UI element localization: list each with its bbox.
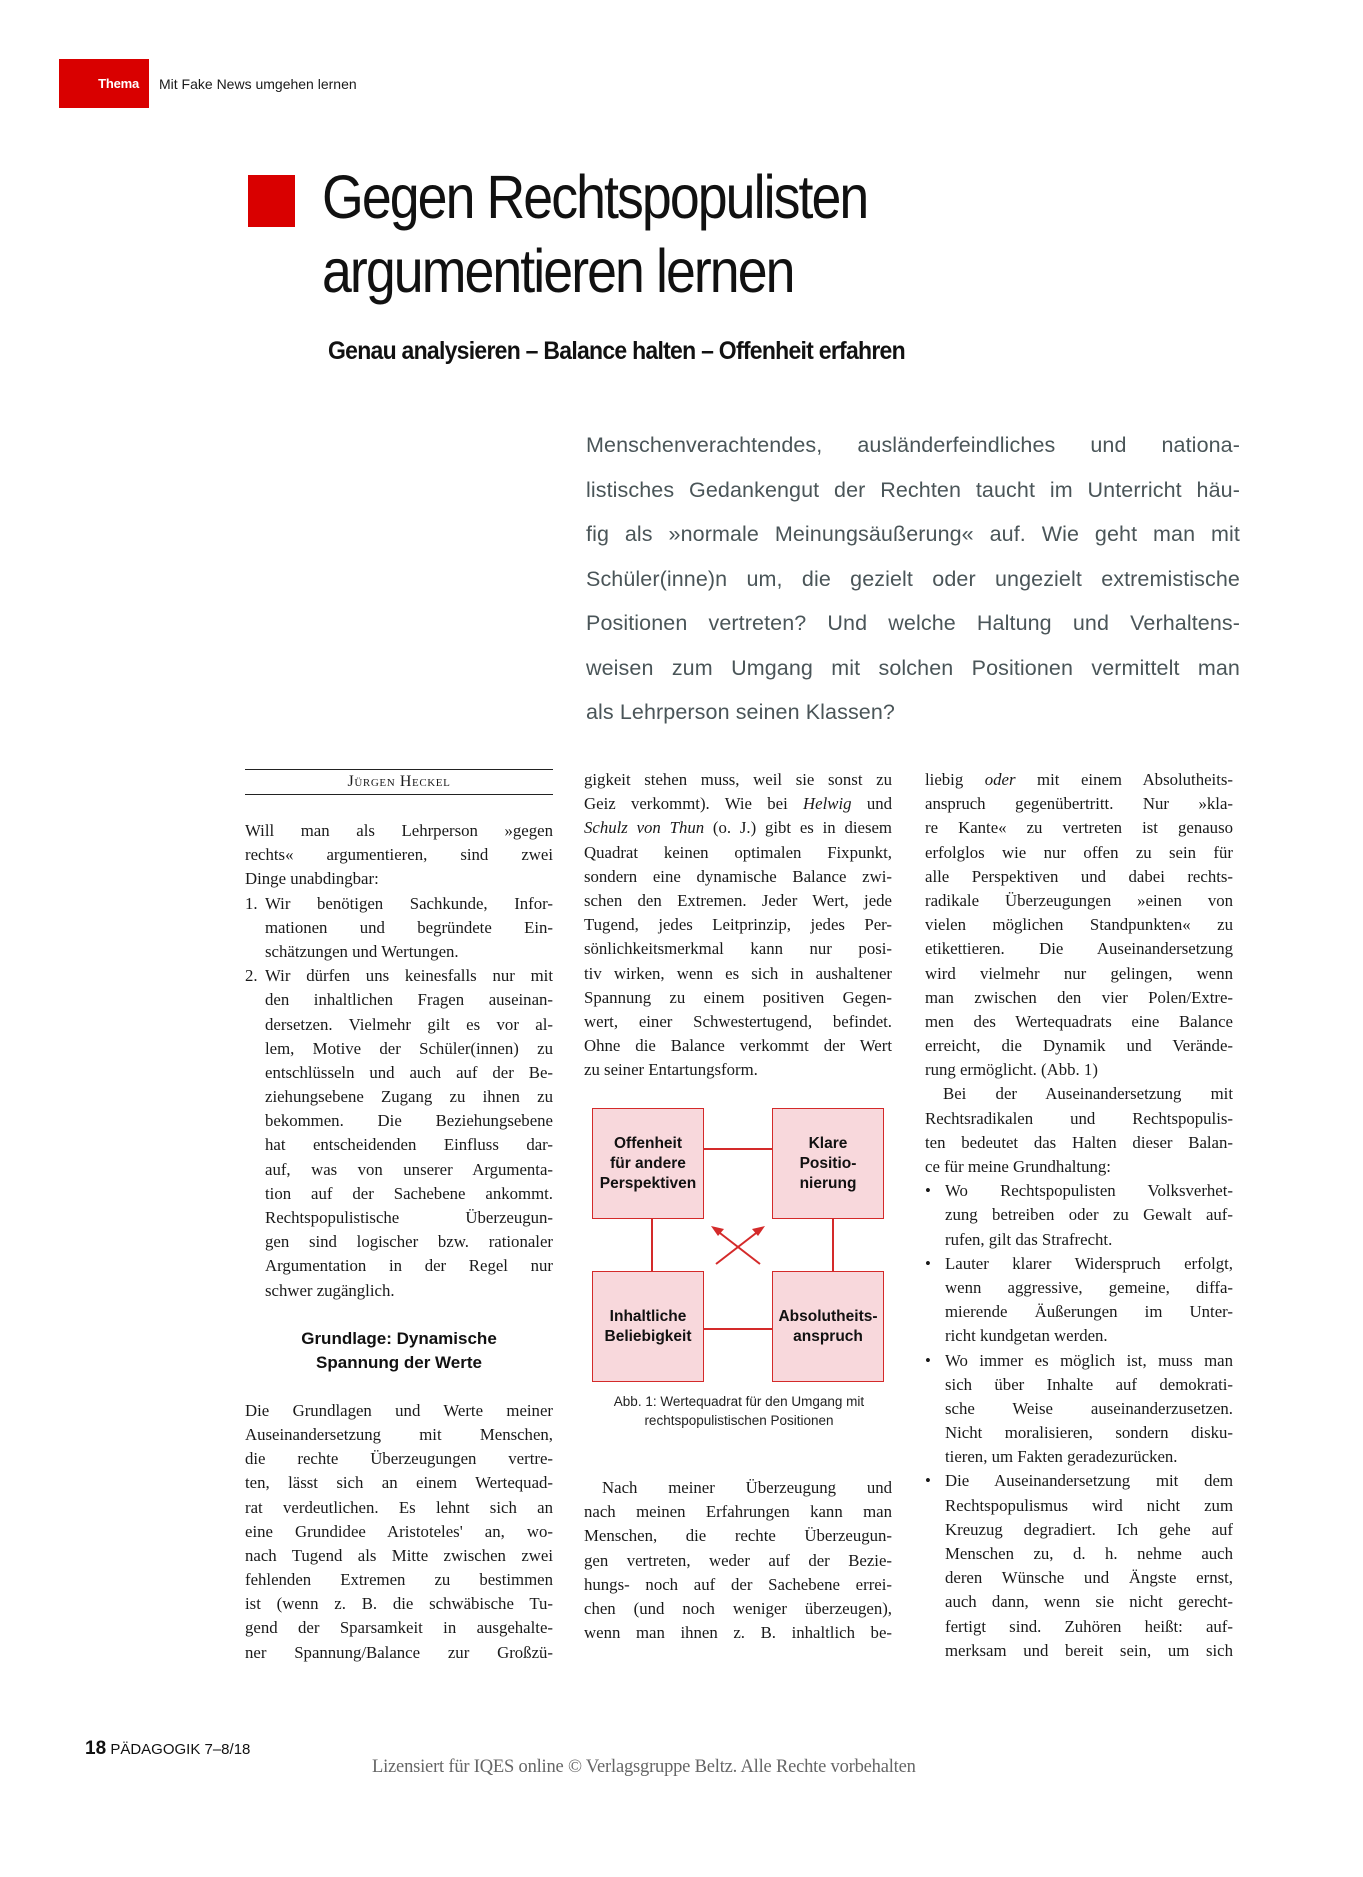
text-line: gen vertreten, weder auf der Bezie- <box>584 1550 892 1570</box>
text-line: ten, lässt sich an einem Wertequad- <box>245 1473 553 1493</box>
text-line: ner Spannung/Balance zur Großzü- <box>245 1642 553 1662</box>
bullet-icon: • <box>925 1181 931 1201</box>
text-line: wert, einer Schwestertugend, befindet. <box>584 1011 892 1031</box>
intro-line: Schüler(inne)n um, die gezielt oder ungezielt extremistische <box>586 566 1240 591</box>
section-heading <box>245 1327 553 1375</box>
title-square-icon <box>248 175 295 227</box>
bullet-item-1 <box>925 1179 1233 1252</box>
page-folio <box>85 1738 250 1760</box>
text-line: Wir dürfen uns keinesfalls nur mit <box>265 966 553 986</box>
text-line: Argumentation in der Regel nur <box>265 1256 553 1276</box>
text-line: Rechtsradikalen und Rechtspopulis- <box>925 1108 1233 1128</box>
text-line: tion auf der Sachebene ankommt. <box>265 1183 553 1203</box>
journal-issue: PÄDAGOGIK 7–8/18 <box>110 1741 251 1758</box>
text-line: nach Tugend als Mitte zwischen zwei <box>245 1545 553 1565</box>
text-line: Rechtspopulismus wird nicht zum <box>945 1495 1233 1515</box>
text-line: nach meinen Erfahrungen kann man <box>584 1502 892 1522</box>
text-line: Spannung zu einem positiven Gegen- <box>584 987 892 1007</box>
intro-line: Positionen vertreten? Und welche Haltung und Verhaltens- <box>586 611 1240 635</box>
citation-author: Schulz von Thun <box>584 818 705 838</box>
text-line: erreicht, die Dynamik und Verände- <box>925 1036 1233 1056</box>
box-text: Absolutheits- <box>778 1307 878 1325</box>
bullet-icon: • <box>925 1253 931 1273</box>
text-line: Menschen, die rechte Überzeugun- <box>584 1526 892 1546</box>
text-line: man zwischen den vier Polen/Extre- <box>925 987 1233 1007</box>
text-run: (o. J.) gibt es in diesem <box>704 818 892 838</box>
text-line: wenn man ihnen z. B. inhaltlich be- <box>584 1623 892 1643</box>
text-line: deren Wünsche und Ängste ernst, <box>945 1568 1233 1588</box>
text-line <box>925 768 1233 792</box>
text-line: fehlenden Extremen zu bestimmen <box>245 1570 553 1590</box>
values-square-diagram <box>584 1100 894 1430</box>
text-line: merksam und bereit sein, um sich <box>945 1640 1233 1660</box>
text-line: Tugend, jedes Leitprinzip, jedes Per- <box>584 915 892 935</box>
text-run: und <box>851 794 892 814</box>
license-notice: Lizensiert für IQES online © Verlagsgruppe Beltz. Alle Rechte vorbehalten <box>372 1757 916 1777</box>
diagram-box-arbitrariness <box>592 1271 704 1382</box>
text-run: mit einem Absolutheits- <box>1015 770 1233 789</box>
text-line: anspruch gegenübertritt. Nur »kla- <box>925 794 1233 814</box>
bullet-icon: • <box>925 1471 931 1491</box>
list-number: 1. <box>245 893 258 913</box>
text-line: gen sind logischer bzw. rationaler <box>265 1232 553 1252</box>
text-line: sönlichkeitsmerkmal kann nur posi- <box>584 939 892 959</box>
text-line: rung ermöglicht. (Abb. 1) <box>925 1060 1098 1080</box>
diagram-box-clear-positioning <box>772 1108 884 1219</box>
caption-line: rechtspopulistischen Positionen <box>644 1413 834 1428</box>
text-line: ist (wenn z. B. die schwäbische Tu- <box>245 1594 553 1614</box>
text-line: vielen möglichen Standpunkten« zu <box>925 915 1233 935</box>
text-line: zung betreiben oder zu Gewalt auf- <box>945 1205 1233 1225</box>
caption-line: Abb. 1: Wertequadrat für den Umgang mit <box>613 1394 865 1409</box>
title-line-1: Gegen Rechtspopulisten <box>322 163 868 231</box>
intro-paragraph <box>586 423 1240 735</box>
box-text: Perspektiven <box>599 1174 697 1192</box>
text-line: fertigt sind. Zuhören heißt: auf- <box>945 1616 1233 1636</box>
box-text: anspruch <box>793 1327 863 1345</box>
text-line: etikettieren. Die Auseinandersetzung <box>925 939 1233 959</box>
citation-author: Helwig <box>803 794 852 814</box>
text-line: gend der Sparsamkeit in ausgehalte- <box>245 1618 553 1638</box>
text-line: tiv wirken, wenn es sich in aushaltener <box>584 963 892 983</box>
box-text: für andere <box>610 1154 686 1172</box>
text-line: wird vielmehr nur gelingen, wenn <box>925 963 1233 983</box>
text-line: sche Weise auseinanderzusetzen. <box>945 1398 1233 1418</box>
numbered-item-2 <box>245 964 553 1303</box>
text-line: Nicht moralisieren, sondern disku- <box>945 1423 1233 1443</box>
text-line: Wo Rechtspopulisten Volksverhet- <box>945 1181 1233 1201</box>
text-line: lem, Motive der Schüler(innen) zu <box>265 1038 553 1058</box>
text-line: bekommen. Die Beziehungsebene <box>265 1111 553 1131</box>
column-1 <box>245 768 553 1665</box>
text-line: Die Auseinandersetzung mit dem <box>945 1471 1233 1491</box>
text-line: schwer zugänglich. <box>265 1280 395 1300</box>
text-line: auf, was von unserer Argumenta- <box>265 1159 553 1179</box>
page-number: 18 <box>85 1738 107 1759</box>
text-line: radikale Überzeugungen »einen von <box>925 890 1233 910</box>
text-line: mierende Äußerungen im Unter- <box>945 1302 1233 1322</box>
title-line-2: argumentieren lernen <box>322 237 794 305</box>
text-line: Ohne die Balance verkommt der Wert <box>584 1036 892 1056</box>
section-topic: Mit Fake News umgehen lernen <box>159 76 357 92</box>
text-line: richt kundgetan werden. <box>945 1326 1108 1346</box>
text-line: erfolglos wie nur offen zu sein für <box>925 842 1233 862</box>
box-text: Inhaltliche <box>609 1307 687 1325</box>
text-line: Bei der Auseinandersetzung mit <box>943 1084 1233 1104</box>
bullet-item-2 <box>925 1252 1233 1349</box>
text-line: men des Wertequadrats eine Balance <box>925 1011 1233 1031</box>
text-line: chen (und noch weniger überzeugen), <box>584 1598 892 1618</box>
intro-line: listisches Gedankengut der Rechten taucht im Unterricht häu- <box>586 477 1240 502</box>
text-run: liebig <box>925 770 985 789</box>
text-line: gigkeit stehen muss, weil sie sonst zu <box>584 770 892 789</box>
intro-line: fig als »normale Meinungsäußerung« auf. Wie geht man mit <box>586 522 1240 546</box>
text-line: Nach meiner Überzeugung und <box>602 1478 892 1497</box>
text-line: tieren, um Fakten geradezurücken. <box>945 1447 1178 1467</box>
text-line: Wir benötigen Sachkunde, Infor- <box>265 893 553 913</box>
column-3 <box>925 768 1233 1663</box>
text-line: Rechtspopulistische Überzeugun- <box>265 1208 553 1227</box>
bullet-icon: • <box>925 1350 931 1370</box>
text-line: eine Grundidee Aristoteles' an, wo- <box>245 1521 553 1541</box>
bullet-item-3 <box>925 1349 1233 1470</box>
text-line: rechts« argumentieren, sind zwei <box>245 845 553 865</box>
col2-paragraph-2 <box>584 1476 892 1645</box>
diagram-box-absolutism <box>772 1271 884 1382</box>
text-line: Will man als Lehrperson »gegen <box>245 821 553 840</box>
box-text: Klare <box>808 1134 848 1152</box>
text-line: ten bedeutet das Halten dieser Balan- <box>925 1132 1233 1152</box>
text-line: Quadrat keinen optimalen Fixpunkt, <box>584 842 892 862</box>
box-text: Beliebigkeit <box>604 1327 692 1345</box>
text-line: schätzungen und Wertungen. <box>265 941 459 961</box>
text-line: zu seiner Entartungsform. <box>584 1060 758 1080</box>
list-number: 2. <box>245 966 258 986</box>
text-line: re Kante« zu vertreten ist genauso <box>925 818 1233 838</box>
col1-paragraph-1 <box>245 819 553 892</box>
intro-line: weisen zum Umgang mit solchen Positionen vermittelt man <box>586 655 1240 680</box>
diagram-box-openness <box>592 1108 704 1219</box>
text-line: schen den Extremen. Jeder Wert, jede <box>584 890 892 910</box>
text-line: Auseinandersetzung mit Menschen, <box>245 1424 553 1444</box>
text-run: Geiz verkommt). Wie bei <box>584 794 804 814</box>
text-line: sondern eine dynamische Balance zwi- <box>584 866 892 886</box>
text-line: sich über Inhalte auf demokrati- <box>945 1374 1233 1394</box>
text-line: ziehungsebene Zugang zu ihnen zu <box>265 1087 553 1107</box>
text-line <box>584 816 892 840</box>
col1-paragraph-2 <box>245 1399 553 1665</box>
subtitle: Genau analysieren – Balance halten – Offenheit erfahren <box>328 337 905 365</box>
text-line: auch dann, wenn sie nicht gerecht- <box>945 1592 1233 1612</box>
text-line: Die Grundlagen und Werte meiner <box>245 1400 553 1420</box>
section-heading-line-1: Grundlage: Dynamische <box>301 1328 497 1348</box>
text-line: hungs- noch auf der Sachebene errei- <box>584 1574 892 1594</box>
text-line <box>584 792 892 816</box>
emphasis: oder <box>984 770 1016 789</box>
text-line: rat verdeutlichen. Es lehnt sich an <box>245 1497 553 1517</box>
text-line: rufen, gilt das Strafrecht. <box>945 1229 1113 1249</box>
text-line: entschlüsseln und auch auf der Be- <box>265 1062 553 1082</box>
text-line: ce für meine Grundhaltung: <box>925 1157 1111 1176</box>
text-line: Kreuzug degradiert. Ich gehe auf <box>945 1519 1233 1539</box>
page-title <box>322 160 867 308</box>
numbered-item-1 <box>245 892 553 965</box>
author-byline: Jürgen Heckel <box>245 769 553 795</box>
text-line: Dinge unabdingbar: <box>245 869 379 889</box>
intro-line: Menschenverachtendes, ausländerfeindliches und nationa- <box>586 433 1240 457</box>
intro-line: als Lehrperson seinen Klassen? <box>586 700 895 724</box>
text-line: hat entscheidenden Einfluss dar- <box>265 1135 553 1155</box>
text-line: den inhaltlichen Fragen auseinan- <box>265 990 553 1010</box>
text-line: mationen und begründete Ein- <box>265 917 553 937</box>
figure-caption <box>584 1392 894 1430</box>
text-line: dersetzen. Vielmehr gilt es vor al- <box>265 1014 553 1034</box>
section-label: Thema <box>98 76 139 91</box>
section-tag <box>59 59 149 108</box>
text-line: Menschen zu, d. h. nehme auch <box>945 1544 1233 1563</box>
text-line: Wo immer es möglich ist, muss man <box>945 1350 1233 1370</box>
text-line: alle Perspektiven und dabei rechts- <box>925 866 1233 886</box>
section-heading-line-2: Spannung der Werte <box>316 1352 482 1372</box>
box-text: Offenheit <box>613 1134 683 1152</box>
text-line: Lauter klarer Widerspruch erfolgt, <box>945 1253 1233 1273</box>
text-line: wenn aggressive, gemeine, diffa- <box>945 1277 1233 1297</box>
box-text: nierung <box>799 1174 857 1192</box>
box-text: Positio- <box>799 1154 857 1172</box>
text-line: die rechte Überzeugungen vertre- <box>245 1449 553 1469</box>
bullet-item-4 <box>925 1469 1233 1663</box>
